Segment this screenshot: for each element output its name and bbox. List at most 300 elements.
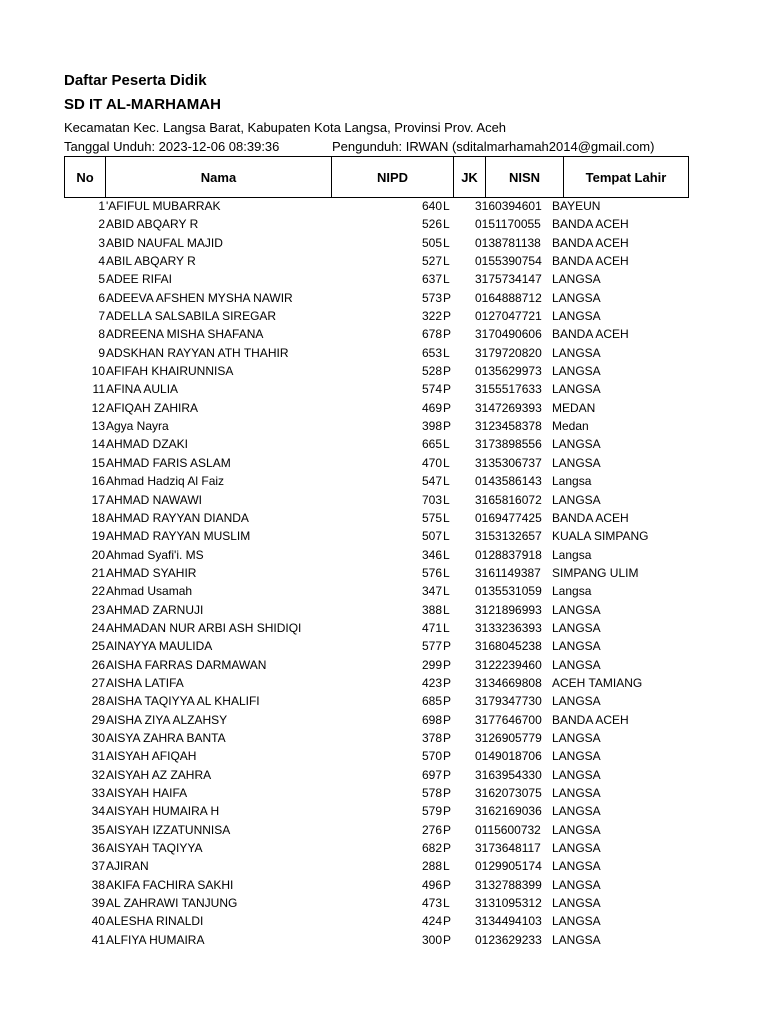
- cell-tempat-lahir: LANGSA: [552, 932, 601, 947]
- document-title: Daftar Peserta Didik: [64, 72, 207, 89]
- cell-nisn: 3123458378: [475, 419, 542, 434]
- table-row: [64, 766, 688, 784]
- cell-no: 15: [91, 455, 105, 470]
- cell-no: 36: [91, 841, 105, 856]
- cell-jk: L: [443, 859, 450, 874]
- cell-no: 14: [91, 437, 105, 452]
- cell-tempat-lahir: LANGSA: [552, 492, 601, 507]
- table-row: [64, 656, 688, 674]
- cell-nipd: 579: [421, 804, 442, 819]
- cell-no: 38: [91, 877, 105, 892]
- cell-nisn: 3133236393: [475, 620, 542, 635]
- cell-nama: Ahmad Syafi'i. MS: [106, 547, 204, 562]
- cell-nipd: 653: [421, 345, 442, 360]
- table-row: [64, 637, 688, 655]
- cell-nipd: 473: [421, 896, 442, 911]
- cell-tempat-lahir: BANDA ACEH: [552, 217, 629, 232]
- cell-nisn: 3153132657: [475, 529, 542, 544]
- cell-jk: L: [443, 565, 450, 580]
- table-row: [64, 454, 688, 472]
- cell-nipd: 276: [421, 822, 442, 837]
- table-row: [64, 674, 688, 692]
- cell-nama: ADEEVA AFSHEN MYSHA NAWIR: [106, 290, 293, 305]
- cell-no: 21: [91, 565, 105, 580]
- cell-no: 27: [91, 675, 105, 690]
- cell-nipd: 682: [421, 841, 442, 856]
- cell-tempat-lahir: LANGSA: [552, 620, 601, 635]
- cell-no: 7: [98, 309, 105, 324]
- cell-nipd: 346: [421, 547, 442, 562]
- cell-nama: AISYAH HAIFA: [106, 786, 188, 800]
- cell-nama: AHMADAN NUR ARBI ASH SHIDIQI: [106, 620, 302, 635]
- table-row: [64, 234, 688, 252]
- cell-nisn: 3147269393: [475, 400, 542, 415]
- cell-jk: L: [443, 620, 450, 635]
- cell-nisn: 3135306737: [475, 455, 542, 470]
- table-row: [64, 527, 688, 545]
- cell-jk: P: [443, 657, 452, 672]
- cell-nipd: 526: [421, 217, 442, 232]
- cell-tempat-lahir: MEDAN: [552, 400, 596, 415]
- cell-nipd: 574: [421, 382, 442, 397]
- cell-nama: ADELLA SALSABILA SIREGAR: [106, 309, 277, 324]
- cell-no: 19: [91, 529, 105, 544]
- table-row: [64, 344, 688, 362]
- cell-jk: P: [443, 767, 452, 782]
- cell-nipd: 570: [421, 749, 442, 764]
- cell-jk: L: [443, 254, 450, 269]
- cell-tempat-lahir: ACEH TAMIANG: [552, 675, 643, 690]
- column-header-nama: Nama: [106, 157, 332, 198]
- cell-nisn: 3161149387: [475, 565, 541, 580]
- cell-nipd: 703: [421, 492, 442, 507]
- cell-jk: P: [443, 932, 452, 947]
- cell-nipd: 578: [421, 786, 442, 800]
- cell-nama: ABIL ABQARY R: [106, 254, 196, 269]
- table-row: [64, 509, 688, 527]
- cell-nipd: 469: [421, 400, 442, 415]
- cell-no: 6: [98, 290, 105, 305]
- cell-nisn: 3126905779: [475, 730, 542, 745]
- cell-tempat-lahir: LANGSA: [552, 345, 601, 360]
- table-row: [64, 491, 688, 509]
- cell-jk: L: [443, 455, 450, 470]
- table-row: [64, 472, 688, 490]
- cell-tempat-lahir: BANDA ACEH: [552, 235, 629, 250]
- cell-nama: AHMAD SYAHIR: [106, 565, 197, 580]
- cell-jk: L: [443, 896, 450, 911]
- cell-tempat-lahir: Langsa: [552, 547, 592, 562]
- cell-nisn: 0127047721: [475, 309, 542, 324]
- cell-nama: AISHA LATIFA: [106, 675, 184, 690]
- cell-tempat-lahir: LANGSA: [552, 767, 601, 782]
- cell-jk: L: [443, 584, 450, 599]
- cell-nisn: 3168045238: [475, 639, 542, 654]
- table-row: [64, 197, 688, 215]
- cell-jk: L: [443, 492, 450, 507]
- cell-jk: L: [443, 510, 450, 525]
- cell-tempat-lahir: LANGSA: [552, 639, 601, 654]
- cell-tempat-lahir: BANDA ACEH: [552, 712, 629, 727]
- cell-no: 32: [91, 767, 105, 782]
- column-header-jk: JK: [454, 157, 486, 198]
- cell-nisn: 3173898556: [475, 437, 542, 452]
- cell-nama: AISHA ZIYA ALZAHSY: [106, 712, 228, 727]
- cell-nisn: 0151170055: [475, 217, 541, 232]
- location-line: Kecamatan Kec. Langsa Barat, Kabupaten Kota Langsa, Provinsi Prov. Aceh: [64, 120, 507, 135]
- cell-nisn: 3162169036: [475, 804, 542, 819]
- cell-nama: AL ZAHRAWI TANJUNG: [106, 896, 238, 911]
- cell-tempat-lahir: LANGSA: [552, 786, 601, 800]
- cell-tempat-lahir: LANGSA: [552, 822, 601, 837]
- cell-nama: AISYA ZAHRA BANTA: [106, 730, 226, 745]
- cell-nipd: 507: [421, 529, 442, 544]
- cell-jk: P: [443, 639, 452, 654]
- table-row: [64, 876, 688, 894]
- cell-tempat-lahir: LANGSA: [552, 730, 601, 745]
- cell-nama: AISHA TAQIYYA AL KHALIFI: [106, 694, 260, 709]
- cell-nisn: 3122239460: [475, 657, 542, 672]
- cell-nama: AFIFAH KHAIRUNNISA: [106, 364, 234, 379]
- cell-tempat-lahir: LANGSA: [552, 657, 601, 672]
- table-row: [64, 747, 688, 765]
- cell-jk: P: [443, 382, 452, 397]
- table-row: [64, 711, 688, 729]
- cell-nipd: 423: [421, 675, 442, 690]
- cell-nama: Ahmad Hadziq Al Faiz: [106, 474, 225, 489]
- cell-nipd: 288: [421, 859, 442, 874]
- cell-nipd: 424: [421, 914, 442, 929]
- cell-tempat-lahir: LANGSA: [552, 841, 601, 856]
- cell-tempat-lahir: LANGSA: [552, 694, 601, 709]
- cell-nisn: 0149018706: [475, 749, 542, 764]
- cell-nipd: 299: [421, 657, 442, 672]
- cell-jk: P: [443, 786, 452, 800]
- cell-nipd: 637: [421, 272, 442, 287]
- cell-nipd: 697: [421, 767, 442, 782]
- table-row: [64, 601, 688, 619]
- cell-nipd: 300: [421, 932, 442, 947]
- cell-tempat-lahir: LANGSA: [552, 309, 601, 324]
- cell-nisn: 0164888712: [475, 290, 542, 305]
- cell-tempat-lahir: LANGSA: [552, 272, 601, 287]
- cell-nama: AFINA AULIA: [106, 382, 179, 397]
- table-header: [64, 156, 689, 198]
- cell-nisn: 3132788399: [475, 877, 542, 892]
- cell-no: 9: [98, 345, 105, 360]
- cell-tempat-lahir: LANGSA: [552, 914, 601, 929]
- cell-jk: P: [443, 364, 452, 379]
- cell-nipd: 640: [421, 199, 442, 213]
- cell-nipd: 547: [421, 474, 442, 489]
- cell-no: 18: [91, 510, 105, 525]
- cell-nipd: 576: [421, 565, 442, 580]
- cell-tempat-lahir: BANDA ACEH: [552, 254, 629, 269]
- cell-nama: ABID NAUFAL MAJID: [106, 235, 223, 250]
- table-row: [64, 325, 688, 343]
- cell-nama: AINAYYA MAULIDA: [106, 639, 213, 654]
- column-header-no: No: [65, 157, 106, 198]
- cell-jk: P: [443, 749, 452, 764]
- cell-nama: AISYAH HUMAIRA H: [106, 804, 220, 819]
- table-row: [64, 912, 688, 930]
- cell-jk: P: [443, 804, 452, 819]
- downloader: Pengunduh: IRWAN (sditalmarhamah2014@gmail.com): [332, 139, 655, 154]
- cell-jk: L: [443, 529, 450, 544]
- cell-tempat-lahir: LANGSA: [552, 437, 601, 452]
- cell-nama: AISYAH IZZATUNNISA: [106, 822, 231, 837]
- cell-no: 5: [98, 272, 105, 287]
- cell-nama: 'AFIFUL MUBARRAK: [106, 199, 221, 213]
- table-row: [64, 435, 688, 453]
- table-row: [64, 270, 688, 288]
- table-row: [64, 729, 688, 747]
- cell-tempat-lahir: LANGSA: [552, 364, 601, 379]
- cell-no: 35: [91, 822, 105, 837]
- cell-no: 33: [91, 786, 105, 800]
- cell-no: 39: [91, 896, 105, 911]
- table-row: [64, 931, 688, 949]
- cell-no: 34: [91, 804, 105, 819]
- cell-nisn: 3177646700: [475, 712, 542, 727]
- table-row: [64, 802, 688, 820]
- table-row: [64, 215, 688, 233]
- cell-no: 30: [91, 730, 105, 745]
- cell-nipd: 505: [421, 235, 442, 250]
- cell-nipd: 573: [421, 290, 442, 305]
- cell-jk: L: [443, 235, 450, 250]
- cell-nama: AHMAD NAWAWI: [106, 492, 202, 507]
- cell-no: 22: [91, 584, 105, 599]
- cell-jk: P: [443, 730, 452, 745]
- cell-nipd: 528: [421, 364, 442, 379]
- cell-jk: L: [443, 474, 450, 489]
- cell-jk: P: [443, 400, 452, 415]
- cell-no: 1: [98, 199, 105, 213]
- cell-nama: AHMAD RAYYAN DIANDA: [106, 510, 249, 525]
- cell-nipd: 575: [421, 510, 442, 525]
- cell-nama: AKIFA FACHIRA SAKHI: [106, 877, 234, 892]
- table-row: [64, 307, 688, 325]
- cell-nama: ADREENA MISHA SHAFANA: [106, 327, 264, 342]
- cell-no: 26: [91, 657, 105, 672]
- cell-nisn: 0143586143: [475, 474, 542, 489]
- cell-nipd: 698: [421, 712, 442, 727]
- cell-tempat-lahir: Langsa: [552, 584, 592, 599]
- cell-nipd: 496: [421, 877, 442, 892]
- table-row: [64, 546, 688, 564]
- cell-nisn: 0155390754: [475, 254, 542, 269]
- school-name: SD IT AL-MARHAMAH: [64, 96, 221, 113]
- cell-no: 2: [98, 217, 105, 232]
- cell-tempat-lahir: Medan: [552, 419, 589, 434]
- cell-nisn: 0128837918: [475, 547, 542, 562]
- cell-nisn: 3134494103: [475, 914, 542, 929]
- cell-no: 4: [98, 254, 105, 269]
- cell-tempat-lahir: BAYEUN: [552, 199, 601, 213]
- table-row: [64, 289, 688, 307]
- table-row: [64, 894, 688, 912]
- cell-nisn: 3175734147: [475, 272, 542, 287]
- table-row: [64, 380, 688, 398]
- table-row: [64, 582, 688, 600]
- cell-nisn: 0123629233: [475, 932, 542, 947]
- table-row: [64, 857, 688, 875]
- cell-jk: P: [443, 914, 452, 929]
- column-header-nisn: NISN: [486, 157, 564, 198]
- cell-jk: L: [443, 345, 450, 360]
- cell-nama: AFIQAH ZAHIRA: [106, 400, 199, 415]
- cell-nama: AJIRAN: [106, 859, 149, 874]
- table-row: [64, 252, 688, 270]
- table-row: [64, 362, 688, 380]
- table-row: [64, 821, 688, 839]
- column-header-tempat-lahir: Tempat Lahir: [564, 157, 689, 198]
- table-row: [64, 564, 688, 582]
- cell-nisn: 3163954330: [475, 767, 542, 782]
- cell-nama: AHMAD RAYYAN MUSLIM: [106, 529, 251, 544]
- cell-jk: L: [443, 437, 450, 452]
- cell-nisn: 3170490606: [475, 327, 542, 342]
- cell-no: 16: [91, 474, 105, 489]
- cell-jk: P: [443, 419, 452, 434]
- table-row: [64, 692, 688, 710]
- cell-nisn: 0129905174: [475, 859, 542, 874]
- cell-nipd: 471: [421, 620, 442, 635]
- cell-nama: Ahmad Usamah: [106, 584, 193, 599]
- table-row: [64, 619, 688, 637]
- cell-jk: P: [443, 309, 452, 324]
- cell-no: 41: [91, 932, 105, 947]
- cell-nipd: 577: [421, 639, 442, 654]
- cell-nisn: 3165816072: [475, 492, 542, 507]
- cell-no: 12: [91, 400, 105, 415]
- cell-nama: AISYAH AFIQAH: [106, 749, 197, 764]
- cell-nisn: 0115600732: [475, 822, 541, 837]
- cell-jk: L: [443, 602, 450, 617]
- cell-nisn: 3162073075: [475, 786, 542, 800]
- cell-nisn: 3173648117: [475, 841, 541, 856]
- cell-tempat-lahir: LANGSA: [552, 455, 601, 470]
- cell-no: 28: [91, 694, 105, 709]
- cell-jk: P: [443, 327, 452, 342]
- cell-no: 11: [92, 382, 105, 397]
- cell-nisn: 3134669808: [475, 675, 542, 690]
- cell-nisn: 3121896993: [475, 602, 542, 617]
- cell-nipd: 398: [421, 419, 442, 434]
- cell-nisn: 0135629973: [475, 364, 542, 379]
- cell-tempat-lahir: Langsa: [552, 474, 592, 489]
- cell-nama: AISHA FARRAS DARMAWAN: [106, 657, 267, 672]
- cell-nama: ABID ABQARY R: [106, 217, 199, 232]
- cell-tempat-lahir: BANDA ACEH: [552, 327, 629, 342]
- cell-nama: ALESHA RINALDI: [106, 914, 204, 929]
- cell-tempat-lahir: LANGSA: [552, 859, 601, 874]
- cell-jk: P: [443, 841, 452, 856]
- cell-nipd: 678: [421, 327, 442, 342]
- cell-jk: L: [443, 217, 450, 232]
- cell-jk: P: [443, 822, 452, 837]
- cell-jk: P: [443, 712, 452, 727]
- cell-no: 37: [91, 859, 105, 874]
- cell-nama: AISYAH AZ ZAHRA: [106, 767, 212, 782]
- cell-jk: P: [443, 675, 452, 690]
- cell-jk: L: [443, 272, 450, 287]
- cell-jk: P: [443, 694, 452, 709]
- cell-no: 10: [91, 364, 105, 379]
- cell-no: 24: [91, 620, 105, 635]
- cell-nisn: 3179347730: [475, 694, 542, 709]
- cell-nama: Agya Nayra: [106, 419, 169, 434]
- cell-tempat-lahir: LANGSA: [552, 896, 601, 911]
- column-header-nipd: NIPD: [332, 157, 454, 198]
- cell-nisn: 3160394601: [475, 199, 542, 213]
- cell-nisn: 0135531059: [475, 584, 542, 599]
- cell-tempat-lahir: KUALA SIMPANG: [552, 529, 649, 544]
- cell-tempat-lahir: LANGSA: [552, 749, 601, 764]
- cell-tempat-lahir: LANGSA: [552, 382, 601, 397]
- cell-nama: ADEE RIFAI: [106, 272, 173, 287]
- cell-nipd: 665: [421, 437, 442, 452]
- cell-tempat-lahir: BANDA ACEH: [552, 510, 629, 525]
- cell-nipd: 378: [421, 730, 442, 745]
- cell-nisn: 3155517633: [475, 382, 542, 397]
- cell-tempat-lahir: LANGSA: [552, 877, 601, 892]
- table-row: [64, 417, 688, 435]
- cell-nipd: 470: [421, 455, 442, 470]
- cell-no: 20: [91, 547, 105, 562]
- cell-nama: AHMAD DZAKI: [106, 437, 189, 452]
- cell-tempat-lahir: LANGSA: [552, 804, 601, 819]
- cell-nama: AHMAD ZARNUJI: [106, 602, 204, 617]
- cell-nama: AHMAD FARIS ASLAM: [106, 455, 231, 470]
- cell-no: 31: [91, 749, 105, 764]
- cell-nipd: 527: [421, 254, 442, 269]
- cell-nipd: 685: [421, 694, 442, 709]
- cell-no: 3: [98, 235, 105, 250]
- cell-tempat-lahir: SIMPANG ULIM: [552, 565, 639, 580]
- cell-nama: AISYAH TAQIYYA: [106, 841, 203, 856]
- cell-no: 17: [91, 492, 105, 507]
- table-row: [64, 399, 688, 417]
- cell-nama: ADSKHAN RAYYAN ATH THAHIR: [106, 345, 289, 360]
- cell-jk: P: [443, 877, 452, 892]
- cell-no: 40: [91, 914, 105, 929]
- cell-nisn: 0169477425: [475, 510, 542, 525]
- cell-no: 25: [91, 639, 105, 654]
- cell-jk: L: [443, 199, 450, 213]
- cell-no: 13: [91, 419, 105, 434]
- cell-nipd: 388: [421, 602, 442, 617]
- student-list: [64, 197, 688, 949]
- cell-nisn: 3179720820: [475, 345, 542, 360]
- cell-nipd: 322: [421, 309, 442, 324]
- table-row: [64, 839, 688, 857]
- download-date: Tanggal Unduh: 2023-12-06 08:39:36: [64, 139, 280, 154]
- cell-no: 29: [91, 712, 105, 727]
- cell-tempat-lahir: LANGSA: [552, 290, 601, 305]
- cell-no: 8: [98, 327, 105, 342]
- cell-nisn: 3131095312: [475, 896, 542, 911]
- cell-jk: L: [443, 547, 450, 562]
- table-row: [64, 784, 688, 802]
- cell-tempat-lahir: LANGSA: [552, 602, 601, 617]
- cell-jk: P: [443, 290, 452, 305]
- cell-no: 23: [91, 602, 105, 617]
- cell-nipd: 347: [421, 584, 442, 599]
- cell-nama: ALFIYA HUMAIRA: [106, 932, 205, 947]
- cell-nisn: 0138781138: [475, 235, 541, 250]
